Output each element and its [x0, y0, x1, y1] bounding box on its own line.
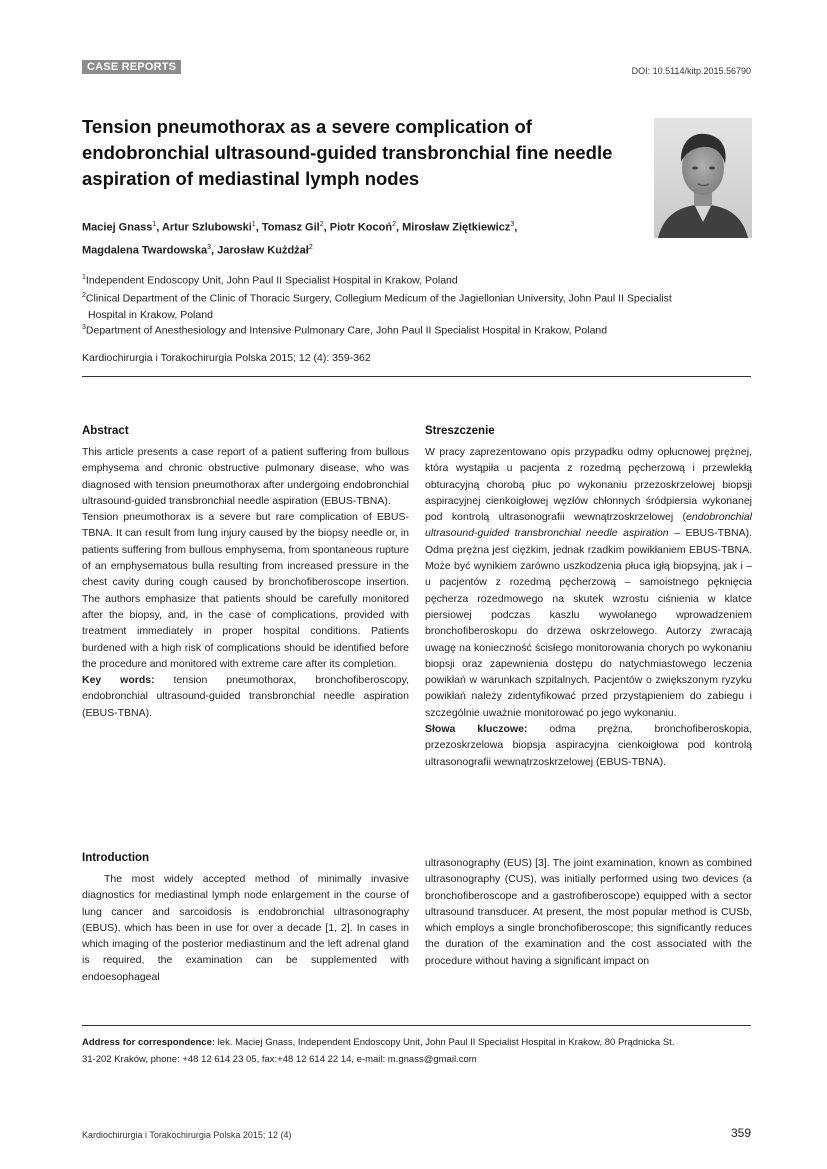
author-list: Maciej Gnass$^1$, Artur Szlubowski$^1$, Tomasz Gil$^2$, Piotr Kocoń$^2$, Mirosław Ziętkiewicz$^3$, Magdalena Twardowska$^3$, Jarosław Kużdżał$^2$: [82, 221, 518, 257]
streszczenie-heading: Streszczenie: [425, 425, 495, 437]
header-divider: [82, 376, 751, 377]
affiliation-1: $^1$Independent Endoscopy Unit, John Paul II Specialist Hospital in Krakow, Poland: [82, 274, 458, 287]
streszczenie-keywords: Słowa kluczowe: odma prężna, bronchofiberoskopia, przezoskrzelowa biopsja aspiracyjna cienkoigłowa pod kontrolą ultrasonografii wewnątrzoskrzelowej (EBUS-TBNA).: [425, 723, 752, 768]
journal-citation: Kardiochirurgia i Torakochirurgia Polska 2015; 12 (4): 359-362: [82, 352, 371, 364]
author-name: Maciej Gnass: [82, 221, 153, 234]
journal-footer: Kardiochirurgia i Torakochirurgia Polska 2015; 12 (4): [82, 1130, 292, 1140]
author-name: Artur Szlubowski: [161, 221, 252, 234]
author-name: Jarosław Kużdżał: [217, 244, 309, 257]
doi[interactable]: DOI: 10.5114/kitp.2015.56790: [631, 66, 751, 76]
page-number: 359: [730, 1126, 751, 1140]
author-name: Magdalena Twardowska: [82, 244, 208, 257]
author-name: Mirosław Ziętkiewicz: [402, 221, 511, 234]
abstract-paragraph: This article presents a case report of a patient suffering from bullous emphysema and chronic obstructive pulmonary disease, who was diagnosed with tension pneumothorax after undergoing endobronchial ultrasound-guided transbronchial needle aspiration (EBUS-TBNA).: [82, 446, 409, 507]
author-portrait-image: [654, 118, 752, 238]
correspondence-line-1: Address for correspondence: lek. Maciej Gnass, Independent Endoscopy Unit, John Paul II Specialist Hospital in Krakow, 80 Prądnicka St.: [82, 1037, 675, 1048]
author-affiliation-marker: 1: [152, 221, 157, 228]
author-affiliation-marker: 2: [308, 243, 313, 251]
author-name: Piotr Kocoń: [329, 221, 393, 234]
author-affiliation-marker: 1: [251, 221, 256, 228]
streszczenie-body: [425, 444, 752, 770]
correspondence-line-2: 31-202 Kraków, phone: +48 12 614 23 05, fax:+48 12 614 22 14, e-mail: m.gnass@gmail.com: [82, 1054, 477, 1065]
abstract-paragraph: Tension pneumothorax is a severe but rare complication of EBUS-TBNA. It can result from lung injury caused by the biopsy needle or, in patients suffering from bullous emphysema, from spontaneous rupture of an emphysematous bulla resulting from increased pressure in the chest cavity during cough caused by bronchofiberoscope insertion. The authors emphasize that patients should be carefully monitored after the biopsy, and, in the case of complications, provided with treatment immediately in proper hospital conditions. Patients burdened with a high risk of complications should be identified before the procedure and monitored with extreme care after its completion.: [82, 511, 409, 670]
streszczenie-paragraph: W pracy zaprezentowano opis przypadku odmy opłucnowej prężnej, która wystąpiła u pacjenta z rozedmą pęcherzową i przewlekłą obturacyjną chorobą płuc po wykonaniu przezoskrzelowej biopsji aspiracyjnej cienkoigłowej węzłów chłonnych śródpiersia wykonanej pod kontrolą ultrasonografii wewnątrzoskrzelowej (endobronchial ultrasound-guided transbronchial needle aspiration – EBUS-TBNA). Odma prężna jest ciężkim, jednak rzadkim powikłaniem EBUS-TBNA. Może być wynikiem zarówno uszkodzenia płuca igłą biopsyjną, jak i – u pacjentów z rozedmą pęcherzową – samoistnego pęknięcia pęcherza rozedmowego na skutek wzrostu ciśnienia w klatce piersiowej podczas kaszlu wywołanego wprowadzeniem bronchofiberoskopu do drzewa oskrzelowego. Autorzy zwracają uwagę na konieczność ścisłego monitorowania chorych po wykonaniu biopsji oraz zapewnienia dostępu do natychmiastowego leczenia powikłań w warunkach szpitalnych. Pacjentów o zwiększonym ryzyku powikłań należy zidentyfikować przed przystąpieniem do zabiegu i szczególnie uważnie monitorować po jego wykonaniu.: [425, 446, 752, 719]
author-name: Tomasz Gil: [261, 221, 320, 234]
footer-divider: [82, 1025, 751, 1026]
section-tag: CASE REPORTS: [82, 60, 181, 74]
abstract-keywords: Key words: tension pneumothorax, bronchofiberoscopy, endobronchial ultrasound-guided transbronchial needle aspiration (EBUS-TBNA).: [82, 674, 409, 719]
abstract-heading: Abstract: [82, 425, 129, 437]
affiliation-2: $^2$Clinical Department of the Clinic of Thoracic Surgery, Collegium Medicum of the Jagiellonian University, John Paul II Specialist Hospital in Krakow, Poland: [82, 292, 672, 321]
author-affiliation-marker: 3: [510, 221, 515, 228]
author-photo: [654, 118, 752, 238]
introduction-right-column: ultrasonography (EUS) [3]. The joint examination, known as combined ultrasonography (CUS), was initially performed using two devices (a bronchofiberoscope and a gastrofiberoscope) equipped with a sector ultrasound transducer. At present, the most popular method is CUSb, which employs a single bronchofiberoscope; this significantly reduces the duration of the examination and the cost associated with the procedure without having a significant impact on: [425, 857, 752, 967]
author-affiliation-marker: 2: [319, 221, 324, 228]
affiliation-3: $^3$Department of Anesthesiology and Intensive Pulmonary Care, John Paul II Specialist Hospital in Krakow, Poland: [82, 324, 608, 337]
author-affiliation-marker: 2: [392, 221, 396, 228]
introduction-left-column: The most widely accepted method of minimally invasive diagnostics for mediastinal lymph node enlargement in the course of lung cancer and sarcoidosis is endobronchial ultrasonography (EBUS), which has been in use for over a decade [1, 2]. In cases in which imaging of the posterior mediastinum and the left adrenal gland is required, the examination can be supplemented with endoesophageal: [82, 873, 409, 983]
author-affiliation-marker: 3: [207, 243, 212, 251]
abstract-body: [82, 444, 409, 721]
introduction-heading: Introduction: [82, 852, 150, 864]
article-title: Tension pneumothorax as a severe complication of endobronchial ultrasound-guided transbronchial fine needle aspiration of mediastinal lymph nodes: [82, 116, 613, 189]
